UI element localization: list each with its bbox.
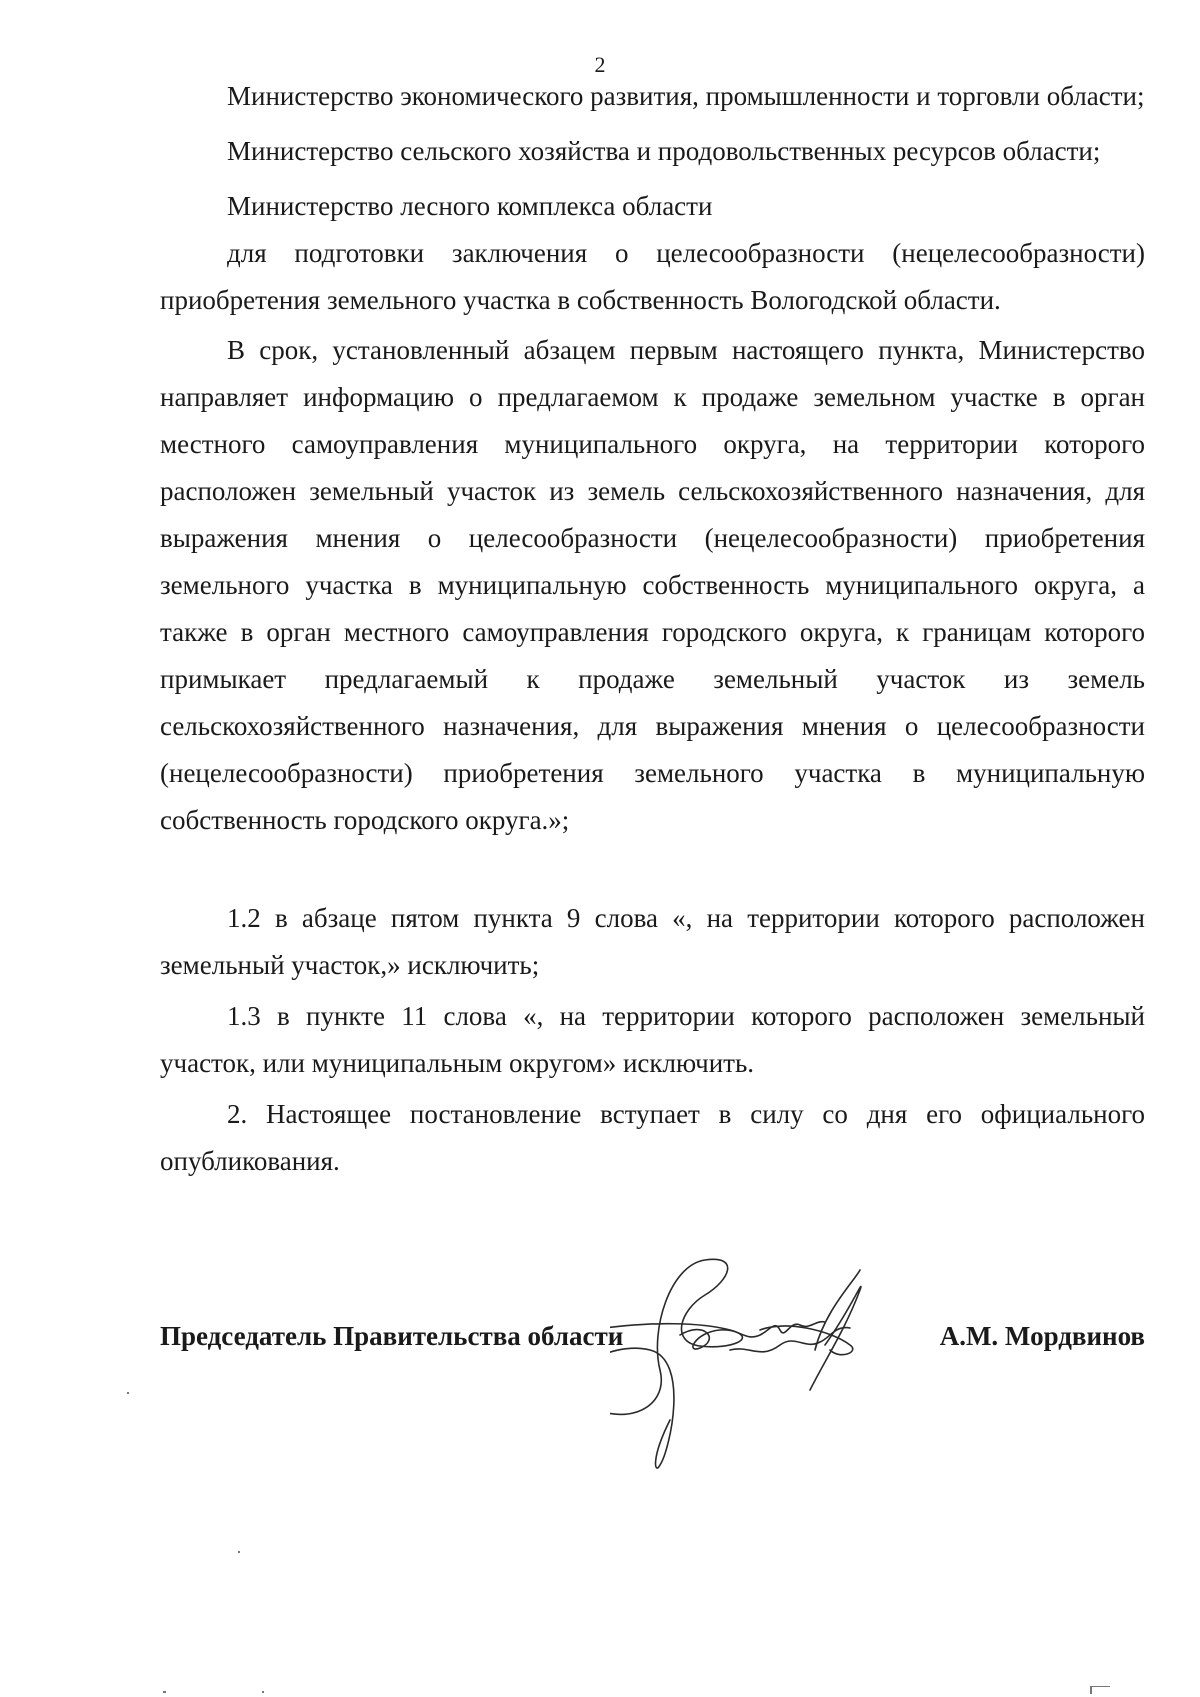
paragraph: Министерство сельского хозяйства и продовольственных ресурсов области; (227, 136, 1101, 166)
handwritten-signature (610, 1250, 940, 1480)
paragraph: В срок, установленный абзацем первым настоящего пункта, Министерство направляет информацию о предлагаемом к продаже земельном участке в орган местного самоуправления муниципального округа, на территории которого расположен земельный участок из земель сельскохозяйственного назначения, для выражения мнения о целесообразности (нецелесообразности) приобретения земельного участка в муниципальную собственность муниципального округа, а также в орган местного самоуправления городского округа, к границам которого примыкает предлагаемый к продаже земельный участок из земель сельскохозяйственного назначения, для выражения мнения о целесообразности (нецелесообразности) приобретения земельного участка в муниципальную собственность городского округа.»; (160, 335, 1145, 835)
signer-position: Председатель Правительства области (160, 1321, 624, 1351)
page-number: 2 (594, 52, 606, 77)
scan-artifact (238, 1551, 240, 1553)
scan-artifact (127, 1392, 129, 1394)
paragraph: 2. Настоящее постановление вступает в силу со дня его официального опубликования. (160, 1099, 1145, 1176)
paragraph: Министерство экономического развития, промышленности и торговли области; (227, 81, 1145, 111)
scan-artifact (1092, 1686, 1110, 1687)
document-body-top (160, 73, 1145, 844)
paragraph: Министерство лесного комплекса области (227, 191, 713, 221)
paragraph: 1.2 в абзаце пятом пункта 9 слова «, на территории которого расположен земельный участок,» исключить; (160, 903, 1145, 980)
scan-artifact (1090, 1686, 1092, 1694)
document-body-bottom (160, 895, 1145, 1185)
scan-artifact (262, 1691, 264, 1693)
scan-artifact (163, 1691, 166, 1693)
signer-name: А.М. Мордвинов (939, 1321, 1145, 1351)
paragraph: для подготовки заключения о целесообразности (нецелесообразности) приобретения земельного участка в собственность Вологодской области. (160, 238, 1145, 315)
paragraph: 1.3 в пункте 11 слова «, на территории которого расположен земельный участок, или муниципальным округом» исключить. (160, 1001, 1145, 1078)
